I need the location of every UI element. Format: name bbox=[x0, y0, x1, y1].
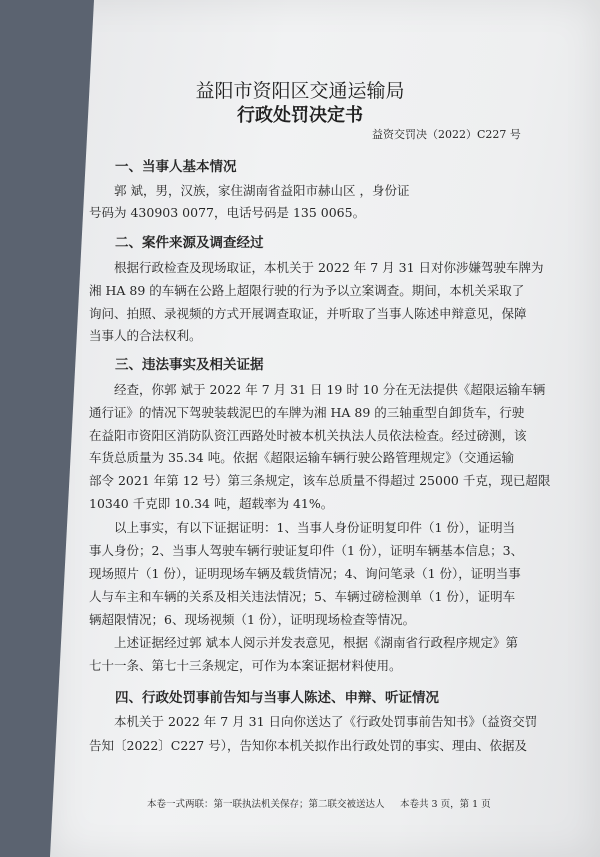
section-line: 通行证》的情况下驾驶装载泥巴的车牌为湘 HA 89 的三轴重型自卸货车，行驶 bbox=[89, 405, 525, 420]
section-line: 现场照片（1 份），证明现场车辆及载货情况；4、询问笔录（1 份），证明当事 bbox=[89, 566, 521, 581]
section-heading: 四、行政处罚事前告知与当事人陈述、申辩、听证情况 bbox=[115, 690, 439, 706]
section-heading: 三、违法事实及相关证据 bbox=[115, 357, 264, 373]
section-line: 部令 2021 年第 12 号）第三条规定，该车总质量不得超过 25000 千克，现已超限 bbox=[89, 473, 551, 488]
section-line: 郭 斌，男，汉族，家住湖南省益阳市赫山区 ，身份证 bbox=[114, 183, 410, 198]
section-line: 根据行政检查及现场取证，本机关于 2022 年 7 月 31 日对你涉嫌驾驶车牌为 bbox=[114, 260, 544, 275]
section-heading: 一、当事人基本情况 bbox=[115, 159, 237, 175]
section-line: 告知〔2022〕C227 号），告知你本机关拟作出行政处罚的事实、理由、依据及 bbox=[89, 738, 527, 753]
section-line: 在益阳市资阳区消防队资江西路处时被本机关执法人员依法检查。经过磅测，该 bbox=[89, 428, 527, 443]
section-line: 事人身份；2、当事人驾驶车辆行驶证复印件（1 份），证明车辆基本信息；3、 bbox=[89, 543, 524, 558]
footer-page-number: 本卷共 3 页，第 1 页 bbox=[400, 799, 491, 810]
section-line: 当事人的合法权利。 bbox=[89, 328, 202, 343]
section-line: 10340 千克即 10.34 吨，超载率为 41%。 bbox=[89, 496, 334, 511]
document-number: 益资交罚决（2022）C227 号 bbox=[372, 128, 521, 141]
section-line: 以上事实，有以下证据证明：1、当事人身份证明复印件（1 份），证明当 bbox=[114, 520, 516, 535]
section-line: 车货总质量为 35.34 吨。依据《超限运输车辆行驶公路管理规定》（交通运输 bbox=[89, 450, 514, 465]
section-line: 本机关于 2022 年 7 月 31 日向你送达了《行政处罚事前告知书》（益资交罚 bbox=[114, 714, 538, 729]
section-line: 号码为 430903 0077，电话号码是 135 0065。 bbox=[89, 205, 366, 220]
document-title: 行政处罚决定书 bbox=[237, 105, 363, 126]
section-line: 询问、拍照、录视频的方式开展调查取证，并听取了当事人陈述申辩意见，保障 bbox=[89, 306, 527, 321]
section-heading: 二、案件来源及调查经过 bbox=[115, 235, 264, 251]
section-line: 湘 HA 89 的车辆在公路上超限行驶的行为予以立案调查。期间，本机关采取了 bbox=[89, 283, 525, 298]
section-line: 人与车主和车辆的关系及相关违法情况；5、车辆过磅检测单（1 份），证明车 bbox=[89, 589, 516, 604]
section-line: 上述证据经过郭 斌本人阅示并发表意见，根据《湖南省行政程序规定》第 bbox=[114, 635, 518, 650]
section-line: 经查，你郭 斌于 2022 年 7 月 31 日 19 时 10 分在无法提供《超限运输车辆 bbox=[114, 382, 546, 397]
section-line: 辆超限情况；6、现场视频（1 份），证明现场检查等情况。 bbox=[89, 612, 416, 627]
section-line: 七十一条、第七十三条规定，可作为本案证据材料使用。 bbox=[89, 658, 402, 673]
agency-name: 益阳市资阳区交通运输局 bbox=[195, 80, 405, 102]
footer-copies-note: 本卷一式两联：第一联执法机关保存；第二联交被送达人 bbox=[147, 799, 385, 810]
